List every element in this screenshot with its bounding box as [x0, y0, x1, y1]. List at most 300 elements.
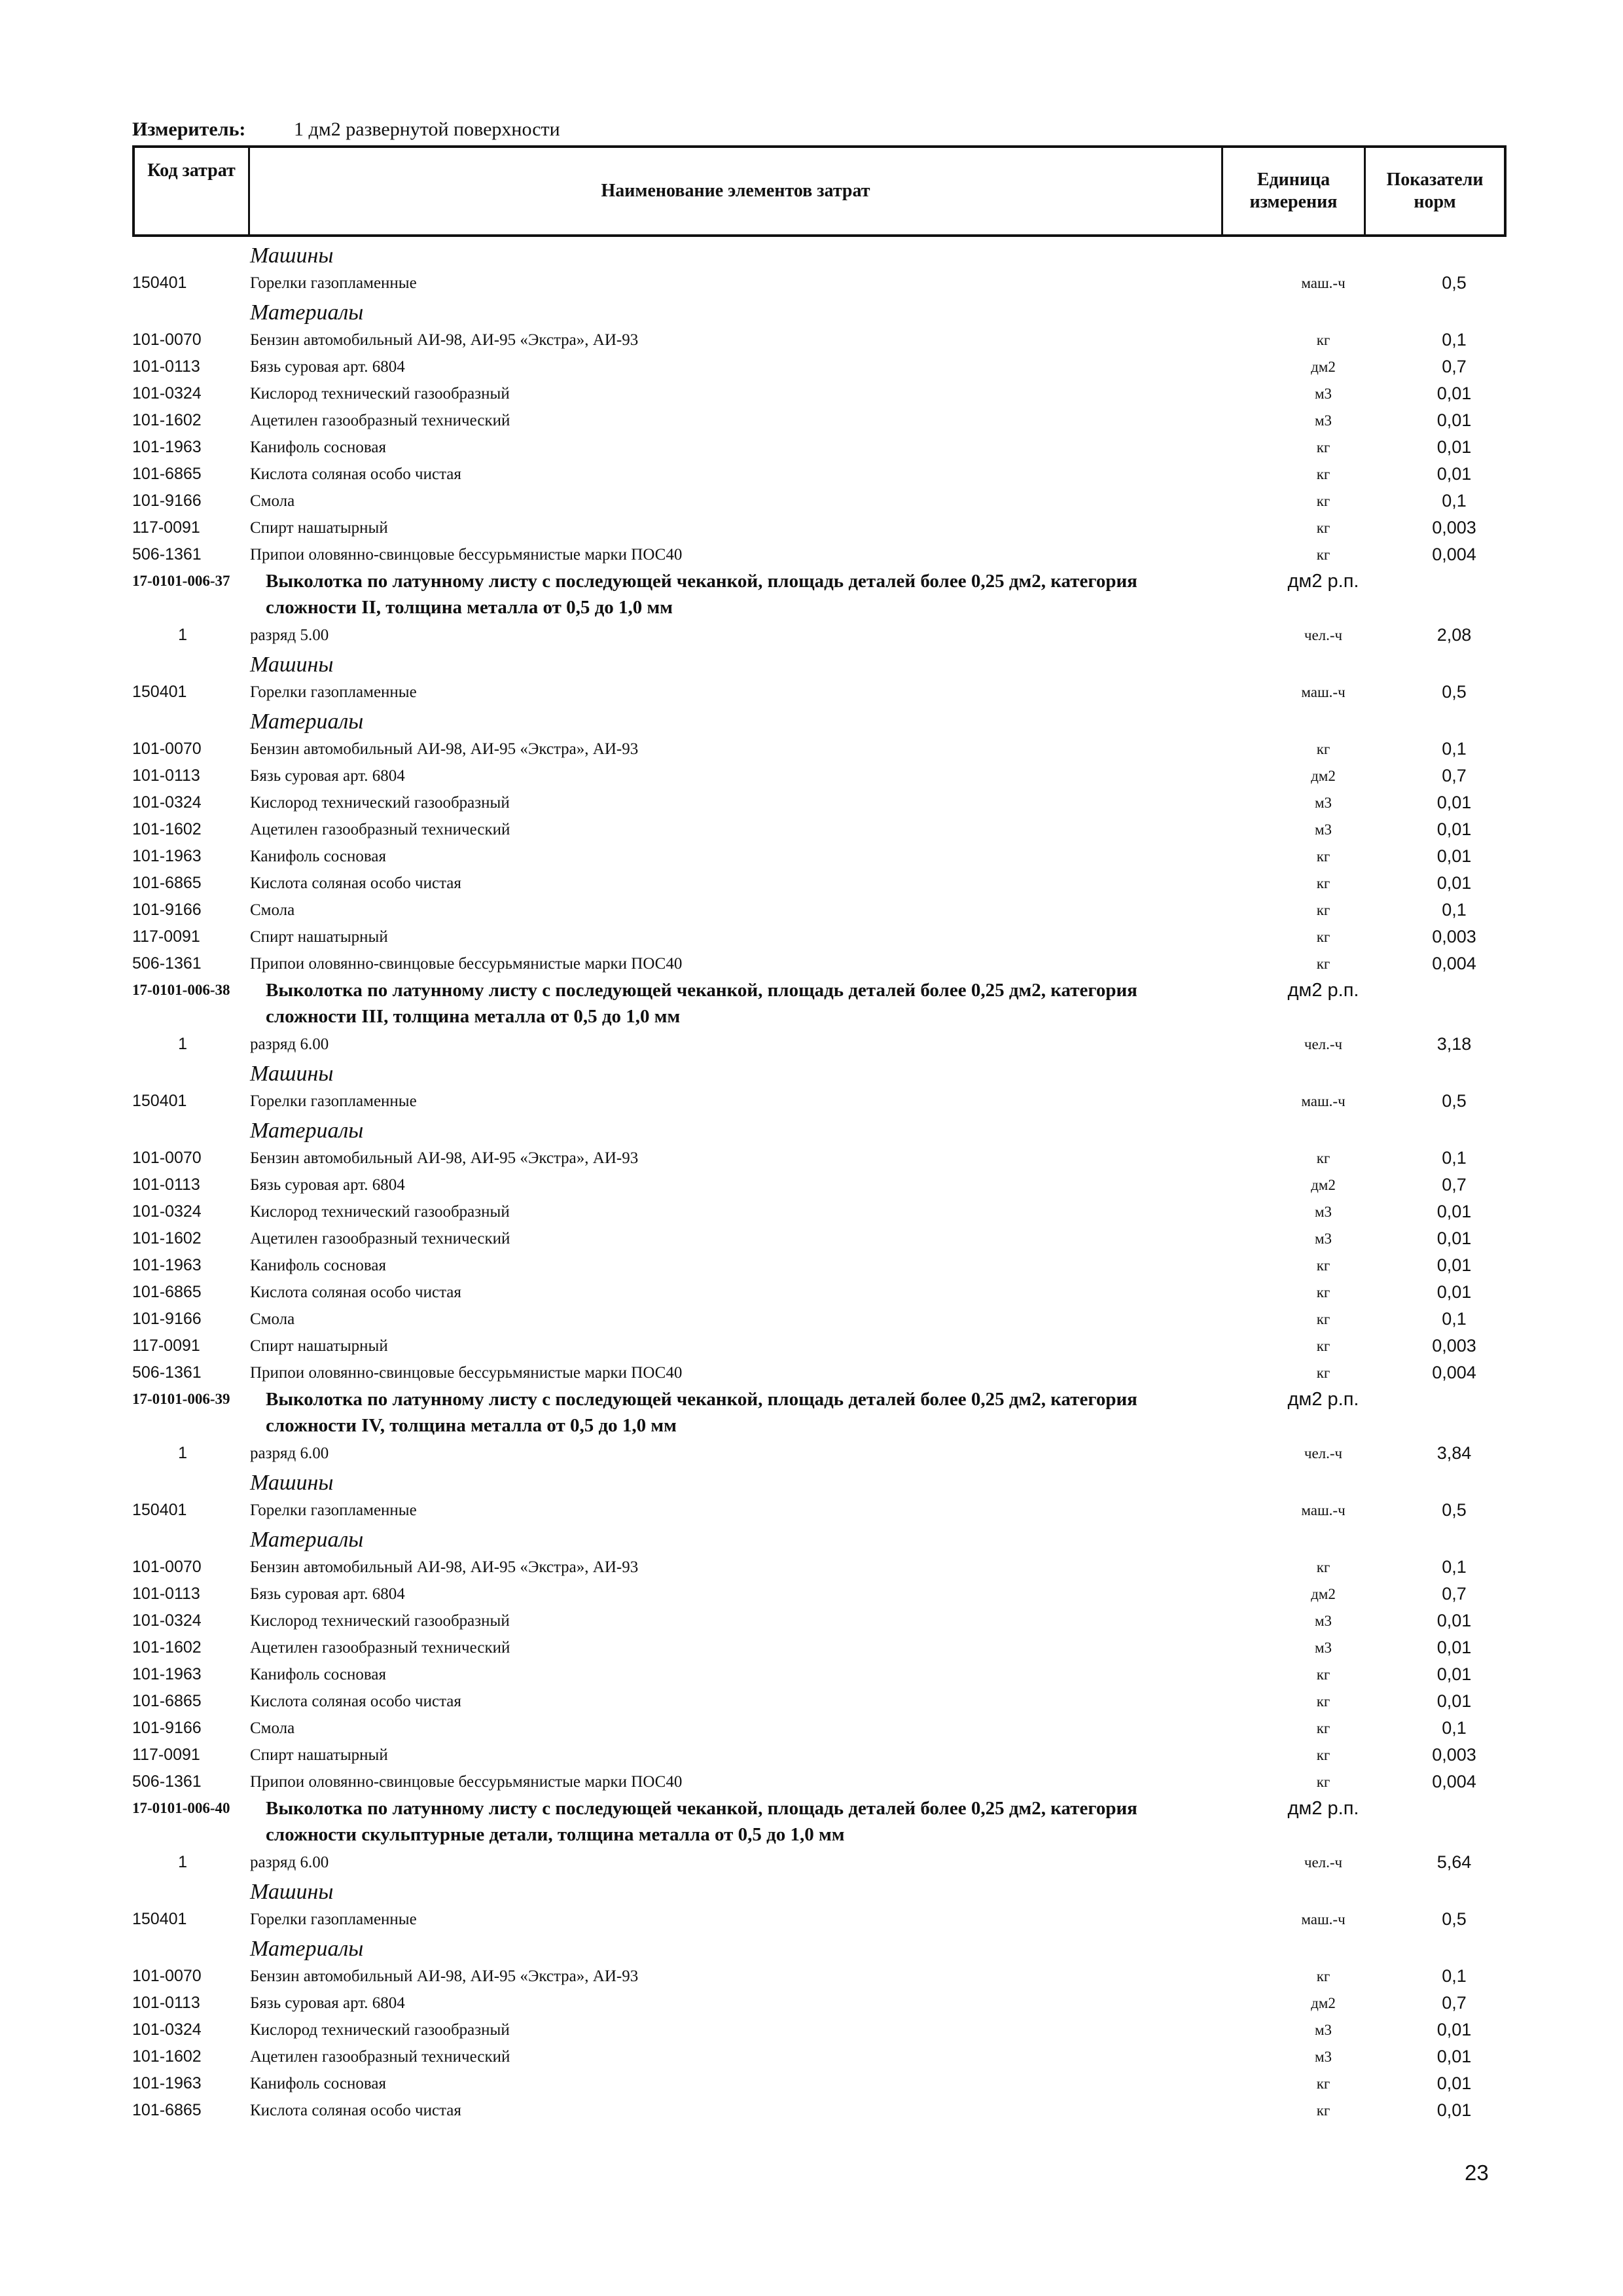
row-code: 101-9166	[132, 1310, 202, 1328]
row-unit: кг	[1316, 1365, 1330, 1381]
row-value: 0,5	[1442, 1091, 1467, 1111]
row-value: 0,5	[1442, 273, 1467, 293]
row-name: Выколотка по латунному листу с последующей чеканкой, площадь деталей более 0,25 дм2, категория сложности II, толщина металла от 0,5 до 1,0 мм	[266, 571, 1137, 618]
row-code: 150401	[132, 1501, 187, 1519]
row-name: Машины	[250, 243, 334, 268]
row-unit: кг	[1316, 1559, 1330, 1575]
row-value: 0,1	[1442, 1966, 1467, 1986]
row-unit: кг	[1316, 741, 1330, 757]
row-unit: кг	[1316, 466, 1330, 482]
table-row	[132, 2070, 1507, 2097]
row-name: Кислород технический газообразный	[250, 1612, 510, 1630]
table-body	[132, 240, 1507, 2124]
row-code: 117-0091	[132, 1746, 200, 1764]
row-value: 0,1	[1442, 1718, 1467, 1738]
row-code: 101-1602	[132, 1638, 202, 1657]
row-unit: м3	[1314, 2049, 1332, 2065]
row-code: 101-0113	[132, 357, 200, 376]
row-value: 0,1	[1442, 739, 1467, 759]
row-value: 0,01	[1436, 1664, 1472, 1684]
row-name: Канифоль сосновая	[250, 848, 386, 865]
row-code: 1	[178, 1035, 187, 1053]
table-row	[132, 736, 1507, 762]
row-name: Машины	[250, 1471, 334, 1495]
row-name: Бензин автомобильный АИ-98, АИ-95 «Экстра», АИ-93	[250, 1558, 639, 1576]
row-name: Ацетилен газообразный технический	[250, 2048, 510, 2066]
section-row	[132, 1115, 1507, 1145]
row-name: Ацетилен газообразный технический	[250, 1639, 510, 1657]
row-code: 17-0101-006-39	[132, 1391, 230, 1407]
row-value: 0,01	[1436, 464, 1472, 484]
row-name: Бязь суровая арт. 6804	[250, 1585, 405, 1603]
table-row	[132, 1634, 1507, 1661]
row-name: Материалы	[250, 1119, 364, 1143]
row-code: 101-0113	[132, 1994, 200, 2012]
row-code: 101-0324	[132, 1611, 202, 1630]
table-row	[132, 541, 1507, 568]
row-value: 0,5	[1442, 1909, 1467, 1929]
page-number: 23	[1465, 2161, 1489, 2185]
row-name: разряд 6.00	[250, 1854, 329, 1871]
row-name: Горелки газопламенные	[250, 1910, 417, 1928]
header-unit: Единица измерения	[1223, 148, 1366, 234]
row-unit: кг	[1316, 1311, 1330, 1327]
row-name: Бензин автомобильный АИ-98, АИ-95 «Экстра», АИ-93	[250, 1967, 639, 1985]
row-code: 101-1963	[132, 2074, 202, 2092]
row-unit: кг	[1316, 332, 1330, 348]
row-name: Ацетилен газообразный технический	[250, 1230, 510, 1247]
row-code: 101-6865	[132, 465, 202, 483]
row-value: 0,01	[1436, 1282, 1472, 1302]
row-name: Бензин автомобильный АИ-98, АИ-95 «Экстра», АИ-93	[250, 740, 639, 758]
row-name: разряд 6.00	[250, 1035, 329, 1053]
table-row	[132, 924, 1507, 950]
row-value: 0,01	[1436, 1611, 1472, 1630]
row-name: Спирт нашатырный	[250, 519, 388, 537]
row-value: 3,84	[1436, 1443, 1472, 1463]
row-unit: м3	[1314, 386, 1332, 402]
row-unit: дм2 р.п.	[1287, 1798, 1359, 1819]
table-row	[132, 897, 1507, 924]
row-unit: кг	[1316, 848, 1330, 865]
row-code: 506-1361	[132, 1363, 202, 1382]
row-unit: м3	[1314, 821, 1332, 838]
row-code: 17-0101-006-40	[132, 1800, 230, 1816]
row-unit: кг	[1316, 547, 1330, 563]
table-row	[132, 789, 1507, 816]
header-norm: Показатели норм	[1386, 170, 1484, 212]
table-row	[132, 1225, 1507, 1252]
row-unit: дм2	[1311, 1586, 1336, 1602]
row-value: 0,004	[1432, 1772, 1476, 1791]
table-row	[132, 407, 1507, 434]
row-code: 101-0324	[132, 793, 202, 812]
row-code: 117-0091	[132, 1336, 200, 1355]
row-name: Кислород технический газообразный	[250, 1203, 510, 1221]
row-code: 506-1361	[132, 954, 202, 973]
row-name: Канифоль сосновая	[250, 1257, 386, 1274]
row-value: 0,1	[1442, 1309, 1467, 1329]
row-code: 101-6865	[132, 2101, 202, 2119]
row-code: 101-1602	[132, 411, 202, 429]
row-code: 101-0113	[132, 1175, 200, 1194]
row-code: 101-1963	[132, 438, 202, 456]
row-name: Канифоль сосновая	[250, 2075, 386, 2092]
row-value: 0,01	[1436, 2073, 1472, 2093]
table-header	[132, 145, 1507, 237]
table-row	[132, 270, 1507, 296]
row-name: Канифоль сосновая	[250, 1666, 386, 1683]
row-value: 0,01	[1436, 1202, 1472, 1221]
section-row	[132, 1933, 1507, 1963]
row-name: Бязь суровая арт. 6804	[250, 1176, 405, 1194]
row-name: Смола	[250, 901, 295, 919]
rank-row	[132, 622, 1507, 649]
row-name: Кислота соляная особо чистая	[250, 2102, 461, 2119]
row-unit: дм2 р.п.	[1287, 980, 1359, 1001]
table-row	[132, 1252, 1507, 1279]
row-unit: маш.-ч	[1301, 1093, 1346, 1109]
section-row	[132, 1467, 1507, 1497]
row-value: 5,64	[1436, 1852, 1472, 1872]
row-name: Ацетилен газообразный технический	[250, 412, 510, 429]
row-code: 150401	[132, 1092, 187, 1110]
row-name: Кислота соляная особо чистая	[250, 465, 461, 483]
row-value: 0,01	[1436, 793, 1472, 812]
table-row	[132, 1742, 1507, 1768]
norm-row	[132, 1386, 1507, 1440]
row-value: 0,1	[1442, 1148, 1467, 1168]
row-name: Ацетилен газообразный технический	[250, 821, 510, 838]
row-unit: кг	[1316, 1257, 1330, 1274]
row-value: 0,01	[1436, 2100, 1472, 2120]
row-code: 101-0113	[132, 1585, 200, 1603]
row-name: Смола	[250, 1310, 295, 1328]
section-row	[132, 706, 1507, 736]
section-row	[132, 1876, 1507, 1906]
row-name: Материалы	[250, 1528, 364, 1552]
row-unit: кг	[1316, 2075, 1330, 2092]
row-value: 0,003	[1432, 927, 1476, 946]
row-name: Припои оловянно-свинцовые бессурьмянистые марки ПОС40	[250, 546, 683, 564]
row-unit: дм2 р.п.	[1287, 1389, 1359, 1410]
table-row	[132, 2017, 1507, 2043]
row-value: 0,5	[1442, 1500, 1467, 1520]
row-unit: кг	[1316, 1747, 1330, 1763]
row-name: Выколотка по латунному листу с последующей чеканкой, площадь деталей более 0,25 дм2, категория сложности IV, толщина металла от 0,5 до 1,0 мм	[266, 1389, 1137, 1436]
row-unit: м3	[1314, 1230, 1332, 1247]
row-name: Смола	[250, 1719, 295, 1737]
row-unit: кг	[1316, 875, 1330, 891]
row-unit: кг	[1316, 1666, 1330, 1683]
rank-row	[132, 1031, 1507, 1058]
row-unit: кг	[1316, 1693, 1330, 1710]
row-name: Машины	[250, 653, 334, 677]
table-row	[132, 1581, 1507, 1607]
row-code: 101-6865	[132, 1692, 202, 1710]
row-name: Смола	[250, 492, 295, 510]
row-name: Материалы	[250, 300, 364, 325]
table-row	[132, 1661, 1507, 1688]
row-value: 0,004	[1432, 1363, 1476, 1382]
header-name: Наименование элементов затрат	[250, 148, 1223, 234]
row-value: 0,01	[1436, 2020, 1472, 2039]
row-name: Материалы	[250, 709, 364, 734]
row-code: 506-1361	[132, 1772, 202, 1791]
row-name: Кислота соляная особо чистая	[250, 874, 461, 892]
table-row	[132, 1990, 1507, 2017]
row-unit: м3	[1314, 1640, 1332, 1656]
table-row	[132, 1963, 1507, 1990]
row-code: 150401	[132, 683, 187, 701]
row-name: разряд 5.00	[250, 626, 329, 644]
table-row	[132, 1198, 1507, 1225]
row-value: 0,01	[1436, 2047, 1472, 2066]
norm-row	[132, 1795, 1507, 1849]
table-row	[132, 1497, 1507, 1524]
row-unit: м3	[1314, 1204, 1332, 1220]
row-name: Материалы	[250, 1937, 364, 1961]
row-value: 0,1	[1442, 1557, 1467, 1577]
table-row	[132, 1906, 1507, 1933]
row-name: Припои оловянно-свинцовые бессурьмянистые марки ПОС40	[250, 1773, 683, 1791]
table-row	[132, 514, 1507, 541]
row-code: 506-1361	[132, 545, 202, 564]
row-value: 0,01	[1436, 1638, 1472, 1657]
row-value: 0,7	[1442, 766, 1467, 785]
table-row	[132, 1359, 1507, 1386]
row-name: Кислород технический газообразный	[250, 2021, 510, 2039]
row-code: 101-0070	[132, 1149, 202, 1167]
row-name: Припои оловянно-свинцовые бессурьмянистые марки ПОС40	[250, 1364, 683, 1382]
row-code: 101-1602	[132, 2047, 202, 2066]
table-row	[132, 488, 1507, 514]
row-name: Горелки газопламенные	[250, 1501, 417, 1519]
section-row	[132, 240, 1507, 270]
row-code: 101-1602	[132, 820, 202, 838]
row-value: 0,003	[1432, 518, 1476, 537]
row-unit: кг	[1316, 439, 1330, 456]
header-code: Код затрат	[135, 148, 250, 234]
table-row	[132, 1607, 1507, 1634]
table-row	[132, 870, 1507, 897]
row-name: Спирт нашатырный	[250, 1337, 388, 1355]
row-value: 0,7	[1442, 357, 1467, 376]
row-code: 117-0091	[132, 518, 200, 537]
section-row	[132, 296, 1507, 327]
norm-row	[132, 568, 1507, 622]
row-unit: м3	[1314, 1613, 1332, 1629]
row-value: 2,08	[1436, 625, 1472, 645]
row-unit: м3	[1314, 795, 1332, 811]
section-row	[132, 649, 1507, 679]
row-value: 0,1	[1442, 491, 1467, 511]
row-unit: кг	[1316, 1150, 1330, 1166]
row-code: 17-0101-006-37	[132, 573, 230, 589]
row-value: 0,01	[1436, 384, 1472, 403]
row-value: 0,1	[1442, 330, 1467, 350]
row-unit: кг	[1316, 2102, 1330, 2119]
table-row	[132, 1333, 1507, 1359]
section-row	[132, 1058, 1507, 1088]
table-row	[132, 461, 1507, 488]
row-code: 101-0070	[132, 1967, 202, 1985]
table-row	[132, 327, 1507, 353]
row-unit: кг	[1316, 520, 1330, 536]
rank-row	[132, 1849, 1507, 1876]
row-name: Кислород технический газообразный	[250, 794, 510, 812]
row-code: 101-6865	[132, 1283, 202, 1301]
table-row	[132, 1768, 1507, 1795]
row-code: 150401	[132, 274, 187, 292]
table-row	[132, 1088, 1507, 1115]
row-unit: кг	[1316, 902, 1330, 918]
norm-row	[132, 977, 1507, 1031]
table-row	[132, 950, 1507, 977]
row-value: 0,01	[1436, 846, 1472, 866]
table-row	[132, 1554, 1507, 1581]
table-row	[132, 1279, 1507, 1306]
row-unit: м3	[1314, 2022, 1332, 2038]
row-value: 0,01	[1436, 1255, 1472, 1275]
row-name: Спирт нашатырный	[250, 928, 388, 946]
table-row	[132, 380, 1507, 407]
row-name: Кислота соляная особо чистая	[250, 1283, 461, 1301]
table-row	[132, 1172, 1507, 1198]
row-unit: кг	[1316, 1284, 1330, 1300]
row-value: 0,003	[1432, 1336, 1476, 1355]
row-name: Кислота соляная особо чистая	[250, 1693, 461, 1710]
table-row	[132, 762, 1507, 789]
row-value: 0,01	[1436, 873, 1472, 893]
row-unit: чел.-ч	[1304, 627, 1343, 643]
row-code: 101-1963	[132, 1256, 202, 1274]
row-value: 0,004	[1432, 954, 1476, 973]
row-name: Горелки газопламенные	[250, 1092, 417, 1110]
rank-row	[132, 1440, 1507, 1467]
table-row	[132, 1306, 1507, 1333]
row-value: 0,004	[1432, 545, 1476, 564]
row-unit: чел.-ч	[1304, 1445, 1343, 1462]
table-row	[132, 1715, 1507, 1742]
measure-label: Измеритель:	[132, 118, 246, 140]
row-value: 0,5	[1442, 682, 1467, 702]
table-row	[132, 843, 1507, 870]
row-unit: дм2	[1311, 1995, 1336, 2011]
row-name: разряд 6.00	[250, 1444, 329, 1462]
row-code: 101-6865	[132, 874, 202, 892]
row-unit: м3	[1314, 412, 1332, 429]
row-value: 0,1	[1442, 900, 1467, 920]
row-unit: кг	[1316, 1968, 1330, 1984]
row-code: 101-9166	[132, 492, 202, 510]
row-code: 101-0070	[132, 1558, 202, 1576]
row-unit: дм2	[1311, 359, 1336, 375]
table-row	[132, 2043, 1507, 2070]
row-unit: кг	[1316, 1774, 1330, 1790]
row-value: 0,01	[1436, 410, 1472, 430]
row-code: 101-0324	[132, 384, 202, 403]
row-value: 0,01	[1436, 1691, 1472, 1711]
row-code: 101-9166	[132, 1719, 202, 1737]
measure-value: 1 дм2 развернутой поверхности	[294, 118, 560, 140]
row-name: Бязь суровая арт. 6804	[250, 1994, 405, 2012]
row-unit: кг	[1316, 1720, 1330, 1736]
row-unit: маш.-ч	[1301, 275, 1346, 291]
row-code: 1	[178, 1853, 187, 1871]
row-unit: дм2	[1311, 768, 1336, 784]
row-code: 17-0101-006-38	[132, 982, 230, 998]
row-unit: маш.-ч	[1301, 1911, 1346, 1928]
row-code: 101-1963	[132, 847, 202, 865]
row-code: 101-1963	[132, 1665, 202, 1683]
row-code: 101-1602	[132, 1229, 202, 1247]
row-unit: маш.-ч	[1301, 684, 1346, 700]
row-name: Бензин автомобильный АИ-98, АИ-95 «Экстра», АИ-93	[250, 1149, 639, 1167]
row-name: Горелки газопламенные	[250, 274, 417, 292]
row-name: Бензин автомобильный АИ-98, АИ-95 «Экстра», АИ-93	[250, 331, 639, 349]
row-value: 0,01	[1436, 819, 1472, 839]
row-code: 117-0091	[132, 927, 200, 946]
table-row	[132, 1145, 1507, 1172]
row-code: 101-0113	[132, 766, 200, 785]
row-code: 1	[178, 626, 187, 644]
table-row	[132, 2097, 1507, 2124]
row-unit: кг	[1316, 1338, 1330, 1354]
row-name: Спирт нашатырный	[250, 1746, 388, 1764]
row-unit: дм2	[1311, 1177, 1336, 1193]
row-name: Канифоль сосновая	[250, 439, 386, 456]
row-value: 0,7	[1442, 1175, 1467, 1194]
row-code: 1	[178, 1444, 187, 1462]
row-value: 0,01	[1436, 437, 1472, 457]
row-unit: дм2 р.п.	[1287, 571, 1359, 592]
row-name: Выколотка по латунному листу с последующей чеканкой, площадь деталей более 0,25 дм2, категория сложности III, толщина металла от 0,5 до 1,0 мм	[266, 980, 1137, 1027]
row-unit: маш.-ч	[1301, 1502, 1346, 1518]
row-unit: чел.-ч	[1304, 1854, 1343, 1871]
table-row	[132, 1688, 1507, 1715]
row-code: 150401	[132, 1910, 187, 1928]
row-value: 0,01	[1436, 1229, 1472, 1248]
row-name: Горелки газопламенные	[250, 683, 417, 701]
row-unit: кг	[1316, 956, 1330, 972]
measure-line	[132, 115, 1507, 144]
row-name: Бязь суровая арт. 6804	[250, 767, 405, 785]
row-code: 101-0070	[132, 331, 202, 349]
table-row	[132, 816, 1507, 843]
row-name: Бязь суровая арт. 6804	[250, 358, 405, 376]
row-unit: кг	[1316, 493, 1330, 509]
row-code: 101-0070	[132, 740, 202, 758]
row-value: 0,7	[1442, 1584, 1467, 1604]
row-name: Кислород технический газообразный	[250, 385, 510, 403]
row-name: Выколотка по латунному листу с последующей чеканкой, площадь деталей более 0,25 дм2, категория сложности скульптурные детали, толщина металла от 0,5 до 1,0 мм	[266, 1798, 1137, 1845]
section-row	[132, 1524, 1507, 1554]
row-name: Припои оловянно-свинцовые бессурьмянистые марки ПОС40	[250, 955, 683, 973]
row-unit: чел.-ч	[1304, 1036, 1343, 1052]
row-code: 101-9166	[132, 901, 202, 919]
table-row	[132, 434, 1507, 461]
row-unit: кг	[1316, 929, 1330, 945]
row-value: 0,003	[1432, 1745, 1476, 1765]
row-value: 3,18	[1436, 1034, 1472, 1054]
table-row	[132, 353, 1507, 380]
table-row	[132, 679, 1507, 706]
row-name: Машины	[250, 1062, 334, 1086]
row-code: 101-0324	[132, 2020, 202, 2039]
row-code: 101-0324	[132, 1202, 202, 1221]
row-value: 0,7	[1442, 1993, 1467, 2013]
